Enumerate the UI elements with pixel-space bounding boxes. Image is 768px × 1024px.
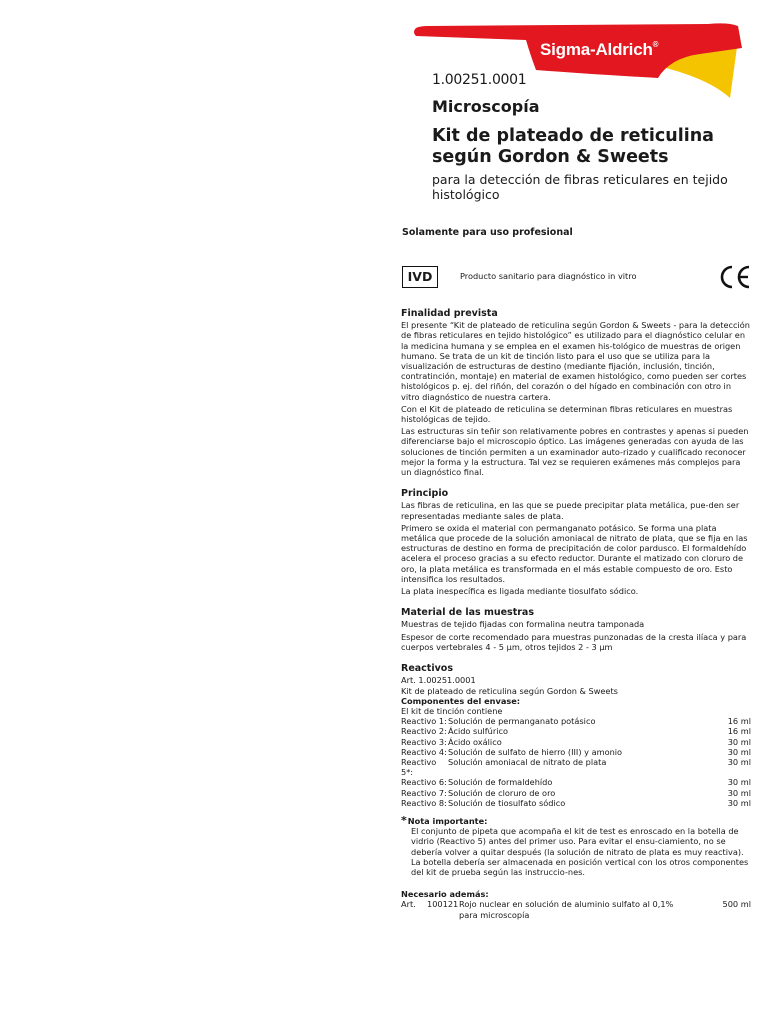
required-item-row	[401, 899, 751, 909]
section-heading-reactivos: Reactivos	[401, 663, 453, 675]
reagent-volume: 30 ml	[727, 746, 751, 757]
required-item-row-cont	[401, 910, 751, 920]
reagent-label: Reactivo 2:	[401, 726, 447, 737]
paragraph: Primero se oxida el material con permanganato potásico. Se forma una plata metálica que procede de la solución amoniacal de nitrato de plata, que se fija en las estructuras de destino en forma de precipitación de color pardusco. El formaldehído acelera el proceso gracias a su efecto reductor. Durante el matizado con cloruro de oro, la plata metálica es transformada en el más estable compuesto de oro. Esto intensifica los resultados.	[401, 522, 748, 584]
product-title	[432, 126, 762, 168]
reagent-name: Solución amoniacal de nitrato de plata	[448, 756, 607, 767]
reagent-volume: 16 ml	[727, 726, 751, 737]
reactivos-kit-line: Kit de plateado de reticulina según Gordon & Sweets	[401, 685, 618, 696]
reagent-list	[401, 716, 751, 808]
paragraph: La plata inespecífica es ligada mediante tiosulfato sódico.	[401, 586, 639, 597]
required-item-art: Art.	[401, 899, 416, 910]
reagent-name: Solución de cloruro de oro	[448, 787, 556, 798]
required-item-name-cont: para microscopía	[459, 909, 530, 920]
paragraph: Las fibras de reticulina, en las que se puede precipitar plata metálica, pue-den ser representadas mediante sales de plata.	[401, 500, 740, 521]
components-heading: Componentes del envase:	[401, 695, 521, 706]
kit-contains-line: El kit de tinción contiene	[401, 705, 503, 716]
section-heading-necesario: Necesario además:	[401, 889, 489, 900]
reactivos-art-line: Art. 1.00251.0001	[401, 675, 476, 686]
reagent-label: Reactivo 6:	[401, 777, 447, 788]
category-heading: Microscopía	[432, 97, 540, 116]
paragraph: Muestras de tejido fijadas con formalina neutra tamponada	[401, 619, 645, 630]
reagent-volume: 30 ml	[727, 777, 751, 788]
product-subtitle	[432, 172, 752, 202]
ce-mark-icon	[718, 264, 752, 290]
registered-mark: ®	[652, 40, 659, 49]
content-column	[401, 309, 751, 932]
required-item-volume: 500 ml	[722, 899, 751, 910]
reagent-label: Reactivo 7:	[401, 787, 447, 798]
reagent-label: Reactivo 4:	[401, 746, 447, 757]
product-subtitle-line1: para la detección de fibras reticulares en tejido	[432, 172, 728, 187]
professional-use-notice: Solamente para uso profesional	[402, 227, 573, 238]
reagent-name: Solución de tiosulfato sódico	[448, 797, 566, 808]
reagent-name: Solución de formaldehído	[448, 777, 553, 788]
note-text: El conjunto de pipeta que acompaña el kit de test es enroscado en la botella de vidrio (Reactivo 5) antes del primer uso. Para evitar el ensu-ciamiento, no se debería volver a quitar después (la solución de nitrato de plata es muy reactiva). La botella debería ser almacenada en posición vertical con los otros componentes del kit de prueba según las instruccio-nes.	[411, 826, 749, 877]
section-nota-importante	[401, 813, 751, 877]
article-number: 1.00251.0001	[432, 72, 527, 88]
brand-name-text: Sigma-Aldrich	[540, 40, 653, 59]
reagent-row	[401, 777, 751, 787]
reagent-label: Reactivo 3:	[401, 736, 447, 747]
section-heading-finalidad: Finalidad prevista	[401, 308, 498, 319]
reagent-label: Reactivo 1:	[401, 716, 447, 727]
reagent-name: Ácido sulfúrico	[448, 726, 508, 737]
note-asterisk: *	[401, 813, 407, 827]
paragraph: Con el Kit de plateado de reticulina se determinan fibras reticulares en muestras histológicas de tejido.	[401, 403, 733, 425]
reagent-name: Ácido oxálico	[448, 736, 502, 747]
note-heading: Nota importante:	[407, 815, 488, 826]
reagent-name: Solución de sulfato de hierro (III) y amonio	[448, 746, 623, 757]
section-heading-principio: Principio	[401, 488, 449, 500]
reagent-volume: 30 ml	[727, 797, 751, 808]
reagent-volume: 30 ml	[727, 736, 751, 747]
product-title-line1: Kit de plateado de reticulina	[432, 126, 714, 146]
note-heading-row	[401, 813, 751, 827]
reagent-volume: 30 ml	[727, 756, 751, 767]
reagent-row	[401, 737, 751, 747]
section-necesario	[401, 889, 751, 920]
paragraph: Espesor de corte recomendado para muestras punzonadas de la cresta ilíaca y para cuerpos vertebrales 4 - 5 µm, otros tejidos 2 - 3 µm	[401, 631, 747, 652]
reagent-row	[401, 716, 751, 726]
reagent-label: Reactivo 5*:	[401, 756, 437, 778]
section-heading-material: Material de las muestras	[401, 607, 534, 619]
reagent-name: Solución de permanganato potásico	[448, 716, 596, 727]
ivd-label: Producto sanitario para diagnóstico in vitro	[460, 271, 637, 281]
required-item-number: 100121	[427, 899, 459, 910]
reagent-row	[401, 726, 751, 736]
reagent-row	[401, 747, 751, 757]
product-title-line2: según Gordon & Sweets	[432, 147, 669, 167]
section-reactivos	[401, 664, 751, 808]
section-principio	[401, 489, 751, 596]
section-finalidad	[401, 309, 751, 477]
reagent-volume: 16 ml	[727, 716, 751, 727]
required-item-name: Rojo nuclear en solución de aluminio sulfato al 0,1%	[459, 899, 674, 910]
reagent-row	[401, 757, 751, 777]
paragraph: El presente “Kit de plateado de reticulina según Gordon & Sweets - para la detección de fibras reticulares en tejido histológico” es utilizado para el diagnóstico celular en la medicina humana y se emplea en el examen his-tológico de muestras de origen humano. Se trata de un kit de tinción listo para el uso que se utiliza para la visualización de estructuras de destino (mediante fijación, inclusión, tinción, contratinción, montaje) en material de examen histológico, como pueden ser cortes histológicos p. ej. del riñón, del corazón o del hígado en combinación con otro in vitro diagnóstico de nuestra cartera.	[401, 320, 750, 402]
reagent-label: Reactivo 8:	[401, 797, 447, 808]
section-material	[401, 608, 751, 652]
ivd-badge: IVD	[402, 266, 438, 288]
paragraph: Las estructuras sin teñir son relativamente pobres en contrastes y apenas si pueden diferenciarse bajo el microscopio óptico. Las imágenes generadas con ayuda de las soluciones de tinción permiten a un examinador auto-rizado y cualificado reconocer mejor la forma y la estructura. Tal vez se requieren exámenes más complejos para un diagnóstico final.	[401, 426, 749, 478]
reagent-row	[401, 788, 751, 798]
product-subtitle-line2: histológico	[432, 187, 500, 202]
reagent-volume: 30 ml	[727, 787, 751, 798]
reagent-row	[401, 798, 751, 808]
brand-name	[540, 40, 658, 60]
